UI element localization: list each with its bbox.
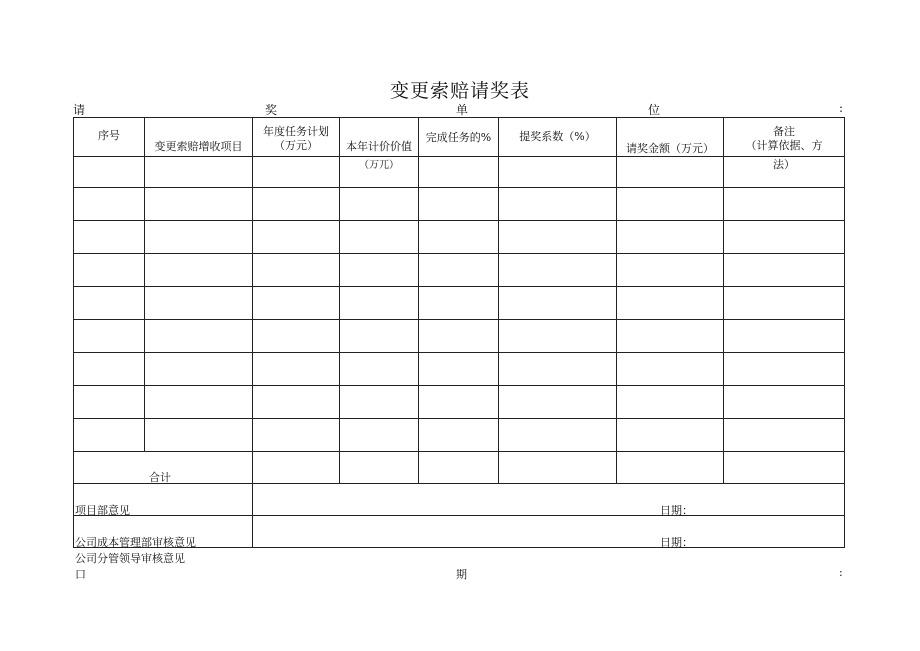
cell-pct[interactable] xyxy=(419,221,499,254)
cell-plan[interactable] xyxy=(253,419,340,452)
header-remarks xyxy=(724,118,845,171)
cell-plan[interactable] xyxy=(253,188,340,221)
applicant-unit-line xyxy=(73,101,845,117)
cell-value[interactable] xyxy=(340,221,419,254)
cell-amount[interactable] xyxy=(617,287,724,320)
header-annual-plan-line2: （万元） xyxy=(274,139,318,152)
table-row xyxy=(74,320,845,353)
project-dept-opinion-field[interactable] xyxy=(253,484,845,516)
project-dept-date-label: 日期： xyxy=(660,504,693,517)
cell-remarks[interactable] xyxy=(724,221,845,254)
cell-coef[interactable] xyxy=(499,419,617,452)
header-remarks-line3: 法） xyxy=(773,158,795,171)
bottom-char-1: 口 xyxy=(75,568,86,581)
header-bonus-coefficient: 提奖系数（%） xyxy=(499,118,617,157)
cell-item[interactable] xyxy=(145,287,253,320)
cell-no[interactable] xyxy=(74,419,145,452)
cell-remarks[interactable] xyxy=(724,419,845,452)
cell-item[interactable] xyxy=(145,157,253,188)
header-no: 序号 xyxy=(74,118,145,157)
header-row xyxy=(74,118,845,157)
cell-value[interactable] xyxy=(340,188,419,221)
leader-opinion-label: 公司分管领导审核意见 xyxy=(75,552,185,565)
cell-pct[interactable] xyxy=(419,320,499,353)
cell-plan[interactable] xyxy=(253,386,340,419)
form-title: 变更索赔请奖表 xyxy=(389,80,530,102)
cell-pct[interactable] xyxy=(419,254,499,287)
cell-remarks[interactable] xyxy=(724,320,845,353)
header-annual-value-line2: （万兀） xyxy=(359,160,399,171)
project-dept-opinion-row xyxy=(74,484,845,516)
total-label: 合计 xyxy=(149,471,171,484)
cell-coef[interactable] xyxy=(499,320,617,353)
cost-dept-opinion-row xyxy=(74,516,845,548)
total-label-cell xyxy=(74,452,253,484)
cell-remarks[interactable] xyxy=(724,386,845,419)
cell-no[interactable] xyxy=(74,320,145,353)
cell-coef[interactable] xyxy=(499,287,617,320)
table-row xyxy=(74,419,845,452)
cell-plan[interactable] xyxy=(253,254,340,287)
table-row xyxy=(74,287,845,320)
cell-item[interactable] xyxy=(145,320,253,353)
header-annual-plan xyxy=(253,118,340,157)
cell-no[interactable] xyxy=(74,221,145,254)
cost-dept-opinion-field[interactable] xyxy=(253,516,845,548)
cost-dept-label-cell xyxy=(74,516,253,548)
cell-amount[interactable] xyxy=(617,353,724,386)
cell-pct[interactable] xyxy=(419,188,499,221)
cell-value[interactable] xyxy=(340,353,419,386)
table-row xyxy=(74,353,845,386)
total-amount[interactable] xyxy=(617,452,724,484)
cell-plan[interactable] xyxy=(253,353,340,386)
cell-value[interactable] xyxy=(340,287,419,320)
cell-coef[interactable] xyxy=(499,254,617,287)
total-value[interactable] xyxy=(340,452,419,484)
cell-pct[interactable] xyxy=(419,287,499,320)
cost-dept-date-label: 日期： xyxy=(660,536,693,549)
cell-pct[interactable] xyxy=(419,419,499,452)
cell-remarks[interactable] xyxy=(724,287,845,320)
cell-item[interactable] xyxy=(145,353,253,386)
header-remarks-line1: 备注 xyxy=(773,125,795,138)
cost-dept-label: 公司成本管理部审核意见 xyxy=(75,536,196,549)
cell-value[interactable] xyxy=(340,254,419,287)
cell-item[interactable] xyxy=(145,221,253,254)
cell-value[interactable] xyxy=(340,419,419,452)
cell-amount[interactable] xyxy=(617,254,724,287)
unit-char-4: 位 xyxy=(648,103,661,117)
project-dept-label-cell xyxy=(74,484,253,516)
header-completion-pct: 完成任务的% xyxy=(419,118,499,157)
cell-pct[interactable] xyxy=(419,353,499,386)
cell-item[interactable] xyxy=(145,254,253,287)
cell-coef[interactable] xyxy=(499,353,617,386)
header-bonus-amount: 请奖金额（万元） xyxy=(617,118,724,157)
cell-amount[interactable] xyxy=(617,419,724,452)
table-row xyxy=(74,188,845,221)
unit-char-1: 请 xyxy=(73,103,86,117)
unit-char-2: 奖 xyxy=(265,103,278,117)
cell-amount[interactable] xyxy=(617,221,724,254)
cell-pct[interactable] xyxy=(419,157,499,188)
cell-item[interactable] xyxy=(145,188,253,221)
cell-coef[interactable] xyxy=(499,221,617,254)
cell-item[interactable] xyxy=(145,386,253,419)
total-row xyxy=(74,452,845,484)
cell-no[interactable] xyxy=(74,353,145,386)
table-row xyxy=(74,221,845,254)
cell-plan[interactable] xyxy=(253,157,340,188)
header-annual-value xyxy=(340,118,419,171)
cell-plan[interactable] xyxy=(253,221,340,254)
project-dept-label: 项目部意见 xyxy=(75,504,130,517)
cell-remarks[interactable] xyxy=(724,188,845,221)
cell-value[interactable] xyxy=(340,320,419,353)
cell-coef[interactable] xyxy=(499,157,617,188)
cell-coef[interactable] xyxy=(499,386,617,419)
cell-amount[interactable] xyxy=(617,157,724,188)
unit-char-3: 单 xyxy=(456,103,469,117)
cell-no[interactable] xyxy=(74,188,145,221)
table-row xyxy=(74,254,845,287)
header-remarks-line2: （计算依据、方 xyxy=(745,139,823,152)
bottom-colon: : xyxy=(839,566,843,579)
cell-item[interactable] xyxy=(145,419,253,452)
header-annual-value-line1: 本年计价价值 xyxy=(346,140,412,153)
cell-no[interactable] xyxy=(74,254,145,287)
unit-colon: : xyxy=(839,101,844,115)
cell-no[interactable] xyxy=(74,287,145,320)
total-coef[interactable] xyxy=(499,452,617,484)
cell-no[interactable] xyxy=(74,386,145,419)
cell-amount[interactable] xyxy=(617,320,724,353)
cell-value[interactable] xyxy=(340,386,419,419)
cell-plan[interactable] xyxy=(253,320,340,353)
total-plan[interactable] xyxy=(253,452,340,484)
total-remarks[interactable] xyxy=(724,452,845,484)
cell-pct[interactable] xyxy=(419,386,499,419)
cell-remarks[interactable] xyxy=(724,353,845,386)
header-annual-plan-line1: 年度任务计划 xyxy=(263,125,329,138)
total-pct[interactable] xyxy=(419,452,499,484)
bottom-char-2: 期 xyxy=(456,568,467,581)
cell-amount[interactable] xyxy=(617,188,724,221)
cell-amount[interactable] xyxy=(617,386,724,419)
cell-remarks[interactable] xyxy=(724,254,845,287)
cell-plan[interactable] xyxy=(253,287,340,320)
table-row xyxy=(74,386,845,419)
cell-no[interactable] xyxy=(74,157,145,188)
cell-coef[interactable] xyxy=(499,188,617,221)
claim-bonus-table xyxy=(73,117,845,548)
bottom-date-line xyxy=(73,566,845,582)
header-item: 变更索赔增收项目 xyxy=(145,118,253,157)
